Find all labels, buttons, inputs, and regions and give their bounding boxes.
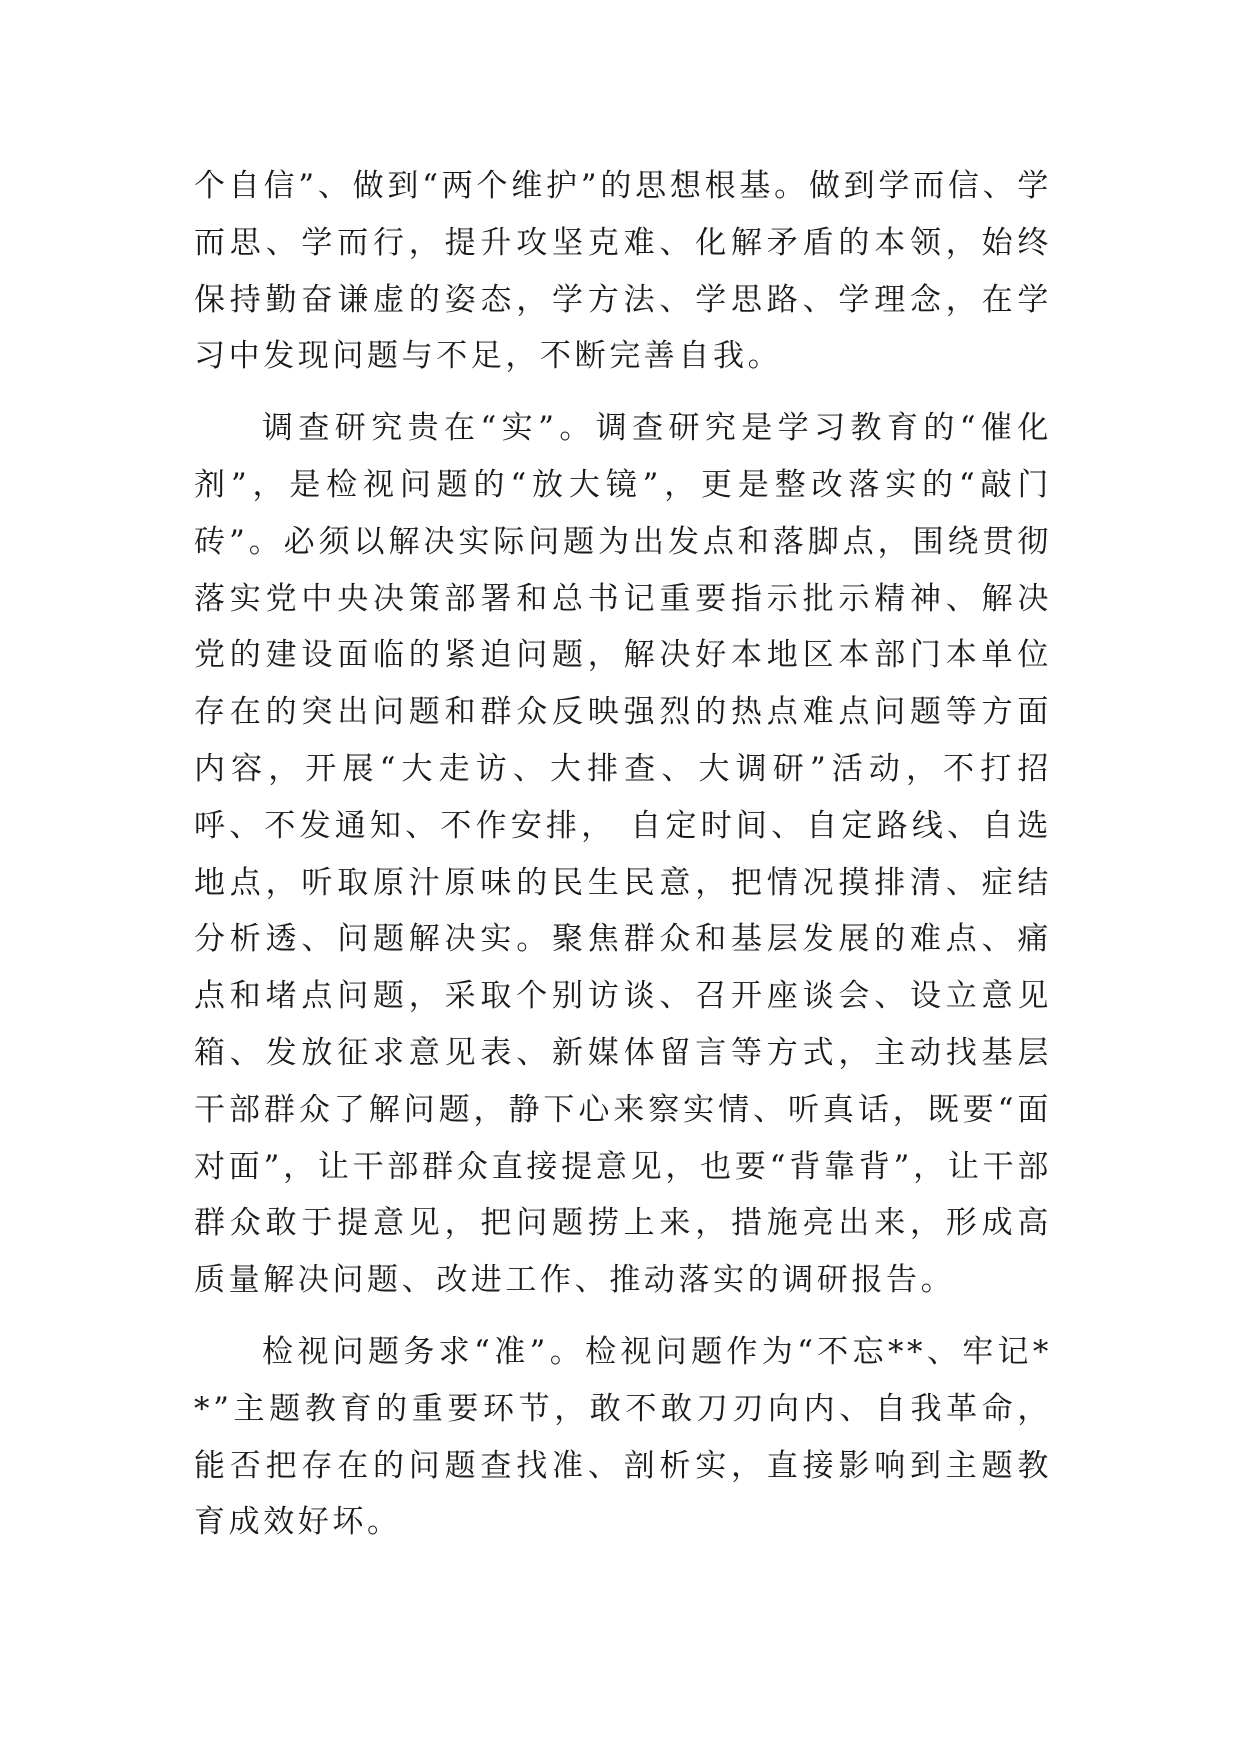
paragraph-3: 检视问题务求“准”。检视问题作为“不忘**、牢记**”主题教育的重要环节，敢不敢刀刃向内、自我革命，能否把存在的问题查找准、剖析实，直接影响到主题教育成效好坏。 <box>194 1333 1052 1541</box>
paragraph-2: 调查研究贵在“实”。调查研究是学习教育的“催化剂”，是检视问题的“放大镜”，更是整改落实的“敲门砖”。必须以解决实际问题为出发点和落脚点，围绕贯彻落实党中央决策部署和总书记重要指示批示精神、解决党的建设面临的紧迫问题，解决好本地区本部门本单位存在的突出问题和群众反映强烈的热点难点问题等方面内容，开展“大走访、大排查、大调研”活动，不打招呼、不发通知、不作安排， 自定时间、自定路线、自选地点，听取原汁原味的民生民意，把情况摸排清、症结分析透、问题解决实。聚焦群众和基层发展的难点、痛点和堵点问题，采取个别访谈、召开座谈会、设立意见箱、发放征求意见表、新媒体留言等方式，主动找基层干部群众了解问题，静下心来察实情、听真话，既要“面对面”，让干部群众直接提意见，也要“背靠背”，让干部群众敢于提意见，把问题捞上来，措施亮出来，形成高质量解决问题、改进工作、推动落实的调研报告。 <box>194 410 1052 1299</box>
document-body <box>194 158 1052 1551</box>
paragraph-1: 个自信”、做到“两个维护”的思想根基。做到学而信、学而思、学而行，提升攻坚克难、化解矛盾的本领，始终保持勤奋谦虚的姿态，学方法、学思路、学理念，在学习中发现问题与不足，不断完善自我。 <box>194 168 1052 375</box>
